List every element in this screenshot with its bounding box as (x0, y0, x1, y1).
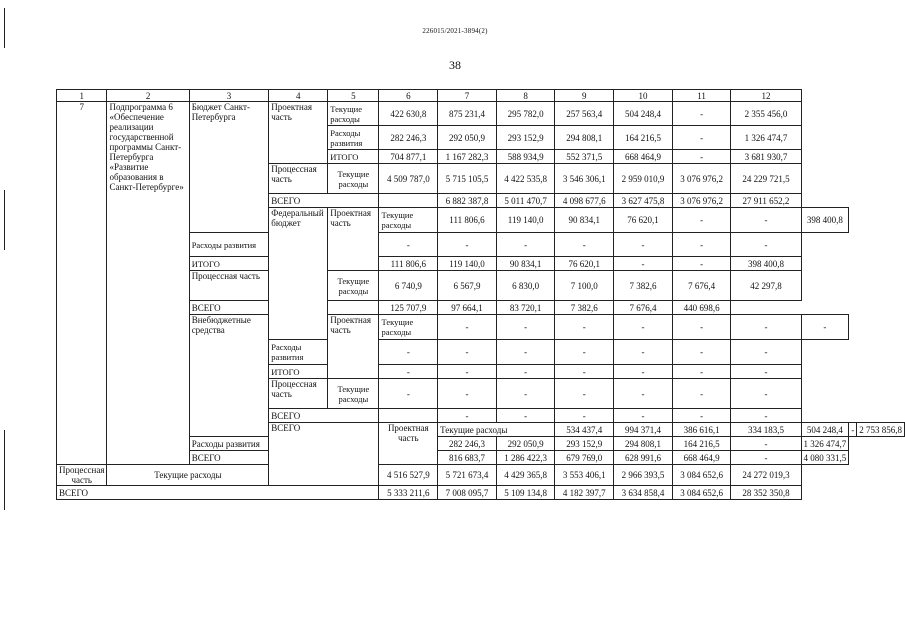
value-cell: 90 834,1 (555, 208, 614, 233)
column-header: 11 (672, 90, 731, 102)
vsego-label: ВСЕГО (269, 409, 379, 423)
value-cell: 994 371,4 (614, 423, 673, 437)
value-cell: 294 808,1 (555, 126, 614, 150)
value-cell: 4 516 527,9 (379, 465, 438, 486)
value-cell: 164 216,5 (614, 126, 673, 150)
program-name: Подпрограмма 6 «Обеспечение реализации государственной программы Санкт-Петербурга «Развитие образования в Санкт-Петербурге» (107, 102, 189, 465)
scan-edge-mark (4, 190, 5, 250)
value-cell: 5 109 134,8 (496, 486, 555, 500)
part-label: Процессная часть (189, 271, 269, 301)
value-cell: - (555, 233, 614, 257)
value-cell: 83 720,1 (496, 301, 555, 315)
document-code: 226015/2021-3894(2) (422, 27, 488, 35)
value-cell: - (672, 365, 731, 379)
value-cell: - (379, 379, 438, 409)
value-cell: - (438, 340, 497, 365)
value-cell: 3 681 930,7 (731, 150, 801, 164)
value-cell: 816 683,7 (438, 451, 497, 465)
value-cell (379, 194, 438, 208)
value-cell: 42 297,8 (731, 271, 801, 301)
table-row (57, 465, 905, 486)
value-cell: 2 753 856,8 (857, 423, 905, 437)
value-cell (328, 301, 379, 315)
value-cell: 282 246,3 (379, 126, 438, 150)
value-cell: 24 272 019,3 (731, 465, 801, 486)
value-cell: 3 553 406,1 (555, 465, 614, 486)
value-cell: - (555, 379, 614, 409)
value-cell: 292 050,9 (438, 126, 497, 150)
value-cell: 588 934,9 (496, 150, 555, 164)
value-cell: 6 830,0 (496, 271, 555, 301)
value-cell: - (438, 315, 497, 340)
value-cell: - (731, 379, 801, 409)
column-header: 3 (189, 90, 269, 102)
value-cell: 679 769,0 (555, 451, 614, 465)
value-cell: 1 326 474,7 (731, 126, 801, 150)
value-cell: - (614, 233, 673, 257)
grand-total-label: ВСЕГО (57, 486, 379, 500)
value-cell: 257 563,4 (555, 102, 614, 126)
value-cell: 704 877,1 (379, 150, 438, 164)
value-cell: 76 620,1 (614, 208, 673, 233)
value-cell: 292 050,9 (496, 437, 555, 451)
value-cell: - (379, 365, 438, 379)
value-cell: 4 098 677,6 (555, 194, 614, 208)
value-cell: 334 183,5 (731, 423, 801, 437)
value-cell: - (849, 423, 857, 437)
value-cell: 2 966 393,5 (614, 465, 673, 486)
value-cell: - (672, 257, 731, 271)
value-cell: 3 084 652,6 (672, 486, 731, 500)
value-cell: - (614, 365, 673, 379)
value-cell: 3 627 475,8 (614, 194, 673, 208)
value-cell: 668 464,9 (614, 150, 673, 164)
value-cell: - (731, 208, 801, 233)
value-cell: 1 286 422,3 (496, 451, 555, 465)
value-cell: 398 400,8 (731, 257, 801, 271)
value-cell: 5 721 673,4 (438, 465, 497, 486)
column-header: 8 (496, 90, 555, 102)
table-row (57, 90, 905, 102)
column-header: 4 (269, 90, 328, 102)
value-cell: 6 567,9 (438, 271, 497, 301)
value-cell: - (672, 315, 731, 340)
value-cell: 7 100,0 (555, 271, 614, 301)
value-cell: 7 008 095,7 (438, 486, 497, 500)
value-cell: 504 248,4 (801, 423, 849, 437)
value-cell: 4 080 331,5 (801, 451, 849, 465)
expense-label: Текущие расходы (328, 379, 379, 409)
value-cell: - (555, 409, 614, 423)
scan-edge-mark (4, 430, 5, 510)
table-row (57, 486, 905, 500)
value-cell: 293 152,9 (555, 437, 614, 451)
value-cell: - (672, 379, 731, 409)
value-cell: 2 959 010,9 (614, 164, 673, 194)
value-cell: 4 422 535,8 (496, 164, 555, 194)
expense-label: Текущие расходы (328, 164, 379, 194)
value-cell: 422 630,8 (379, 102, 438, 126)
value-cell: - (555, 340, 614, 365)
value-cell: 7 382,6 (555, 301, 614, 315)
value-cell: - (731, 451, 801, 465)
value-cell: 668 464,9 (672, 451, 731, 465)
value-cell: - (496, 379, 555, 409)
value-cell: - (801, 315, 849, 340)
value-cell: - (731, 315, 801, 340)
value-cell: 90 834,1 (496, 257, 555, 271)
budget-table (56, 89, 905, 500)
expense-label: Расходы развития (269, 340, 328, 365)
value-cell: - (672, 409, 731, 423)
source-label: Бюджет Санкт-Петербурга (189, 102, 269, 233)
page-number: 38 (449, 58, 461, 72)
itogo-label: ИТОГО (189, 257, 269, 271)
value-cell: - (672, 233, 731, 257)
value-cell: - (672, 126, 731, 150)
part-label: Проектная часть (328, 315, 379, 379)
value-cell: 24 229 721,5 (731, 164, 801, 194)
expense-label: Текущие расходы (328, 102, 379, 126)
expense-label: Расходы развития (328, 126, 379, 150)
value-cell: 27 911 652,2 (731, 194, 801, 208)
value-cell: - (438, 365, 497, 379)
value-cell: 3 076 976,2 (672, 164, 731, 194)
value-cell: 7 676,4 (614, 301, 673, 315)
value-cell: 3 084 652,6 (672, 465, 731, 486)
column-header: 10 (614, 90, 673, 102)
value-cell: 5 011 470,7 (496, 194, 555, 208)
column-header: 6 (379, 90, 438, 102)
part-label: Проектная часть (328, 208, 379, 271)
column-header: 5 (328, 90, 379, 102)
value-cell: - (672, 150, 731, 164)
column-header: 12 (731, 90, 801, 102)
itogo-label: ИТОГО (269, 365, 328, 379)
value-cell: - (731, 365, 801, 379)
column-header: 9 (555, 90, 614, 102)
value-cell: - (496, 365, 555, 379)
value-cell: 1 326 474,7 (801, 437, 849, 451)
value-cell: - (731, 437, 801, 451)
value-cell: 6 882 387,8 (438, 194, 497, 208)
value-cell (379, 409, 438, 423)
table-row (57, 102, 905, 126)
grand-total-label: ВСЕГО (269, 423, 379, 486)
value-cell: 628 991,6 (614, 451, 673, 465)
value-cell: - (496, 315, 555, 340)
expense-label: Текущие расходы (328, 271, 379, 301)
value-cell: 3 634 858,4 (614, 486, 673, 500)
value-cell: 440 698,6 (672, 301, 731, 315)
value-cell: - (496, 233, 555, 257)
value-cell: - (731, 340, 801, 365)
value-cell: 504 248,4 (614, 102, 673, 126)
value-cell: 111 806,6 (379, 257, 438, 271)
part-label: Проектная часть (269, 102, 328, 164)
value-cell: - (672, 208, 731, 233)
value-cell: - (438, 409, 497, 423)
value-cell: 295 782,0 (496, 102, 555, 126)
value-cell: 3 546 306,1 (555, 164, 614, 194)
value-cell: - (614, 257, 673, 271)
value-cell: 2 355 456,0 (731, 102, 801, 126)
part-label: Проектная часть (379, 423, 438, 465)
value-cell: 3 076 976,2 (672, 194, 731, 208)
row-number: 7 (57, 102, 107, 465)
expense-label: Текущие расходы (379, 208, 438, 233)
value-cell: 119 140,0 (496, 208, 555, 233)
value-cell: 4 429 365,8 (496, 465, 555, 486)
value-cell: 282 246,3 (438, 437, 497, 451)
column-header: 1 (57, 90, 107, 102)
value-cell: - (614, 379, 673, 409)
value-cell: 97 664,1 (438, 301, 497, 315)
part-label: Процессная часть (269, 379, 328, 409)
source-label: Внебюджетные средства (189, 315, 269, 437)
vsego-label: ВСЕГО (269, 194, 379, 208)
value-cell: - (555, 315, 614, 340)
expense-label: Текущие расходы (438, 423, 555, 437)
value-cell: 294 808,1 (614, 437, 673, 451)
itogo-label: ИТОГО (328, 150, 379, 164)
value-cell: 398 400,8 (801, 208, 849, 233)
value-cell: 76 620,1 (555, 257, 614, 271)
value-cell: 125 707,9 (379, 301, 438, 315)
value-cell: - (672, 102, 731, 126)
value-cell: 164 216,5 (672, 437, 731, 451)
expense-label: Расходы развития (189, 437, 328, 451)
value-cell: 5 715 105,5 (438, 164, 497, 194)
column-header: 2 (107, 90, 189, 102)
expense-label: Текущие расходы (107, 465, 269, 486)
value-cell: 111 806,6 (438, 208, 497, 233)
value-cell: 6 740,9 (379, 271, 438, 301)
part-label: Процессная часть (57, 465, 107, 486)
value-cell: - (672, 340, 731, 365)
value-cell: 28 352 350,8 (731, 486, 801, 500)
value-cell: 5 333 211,6 (379, 486, 438, 500)
value-cell: - (731, 409, 801, 423)
vsego-label: ВСЕГО (189, 451, 328, 465)
value-cell: - (496, 340, 555, 365)
column-header: 7 (438, 90, 497, 102)
value-cell: - (731, 233, 801, 257)
value-cell: - (496, 409, 555, 423)
expense-label: Текущие расходы (379, 315, 438, 340)
value-cell: 1 167 282,3 (438, 150, 497, 164)
value-cell: - (438, 379, 497, 409)
value-cell: - (379, 233, 438, 257)
source-label: Федеральный бюджет (269, 208, 328, 340)
value-cell: 7 676,4 (672, 271, 731, 301)
value-cell: - (379, 340, 438, 365)
part-label: Процессная часть (269, 164, 328, 194)
value-cell: - (614, 315, 673, 340)
value-cell: 386 616,1 (672, 423, 731, 437)
value-cell: - (555, 365, 614, 379)
vsego-label: ВСЕГО (189, 301, 328, 315)
value-cell: 4 182 397,7 (555, 486, 614, 500)
value-cell: - (614, 340, 673, 365)
value-cell: - (614, 409, 673, 423)
scan-edge-mark (4, 8, 5, 48)
value-cell: 552 371,5 (555, 150, 614, 164)
expense-label: Расходы развития (189, 233, 269, 257)
value-cell: 293 152,9 (496, 126, 555, 150)
value-cell: 875 231,4 (438, 102, 497, 126)
value-cell: - (438, 233, 497, 257)
value-cell: 4 509 787,0 (379, 164, 438, 194)
value-cell: 7 382,6 (614, 271, 673, 301)
value-cell: 119 140,0 (438, 257, 497, 271)
value-cell: 534 437,4 (555, 423, 614, 437)
